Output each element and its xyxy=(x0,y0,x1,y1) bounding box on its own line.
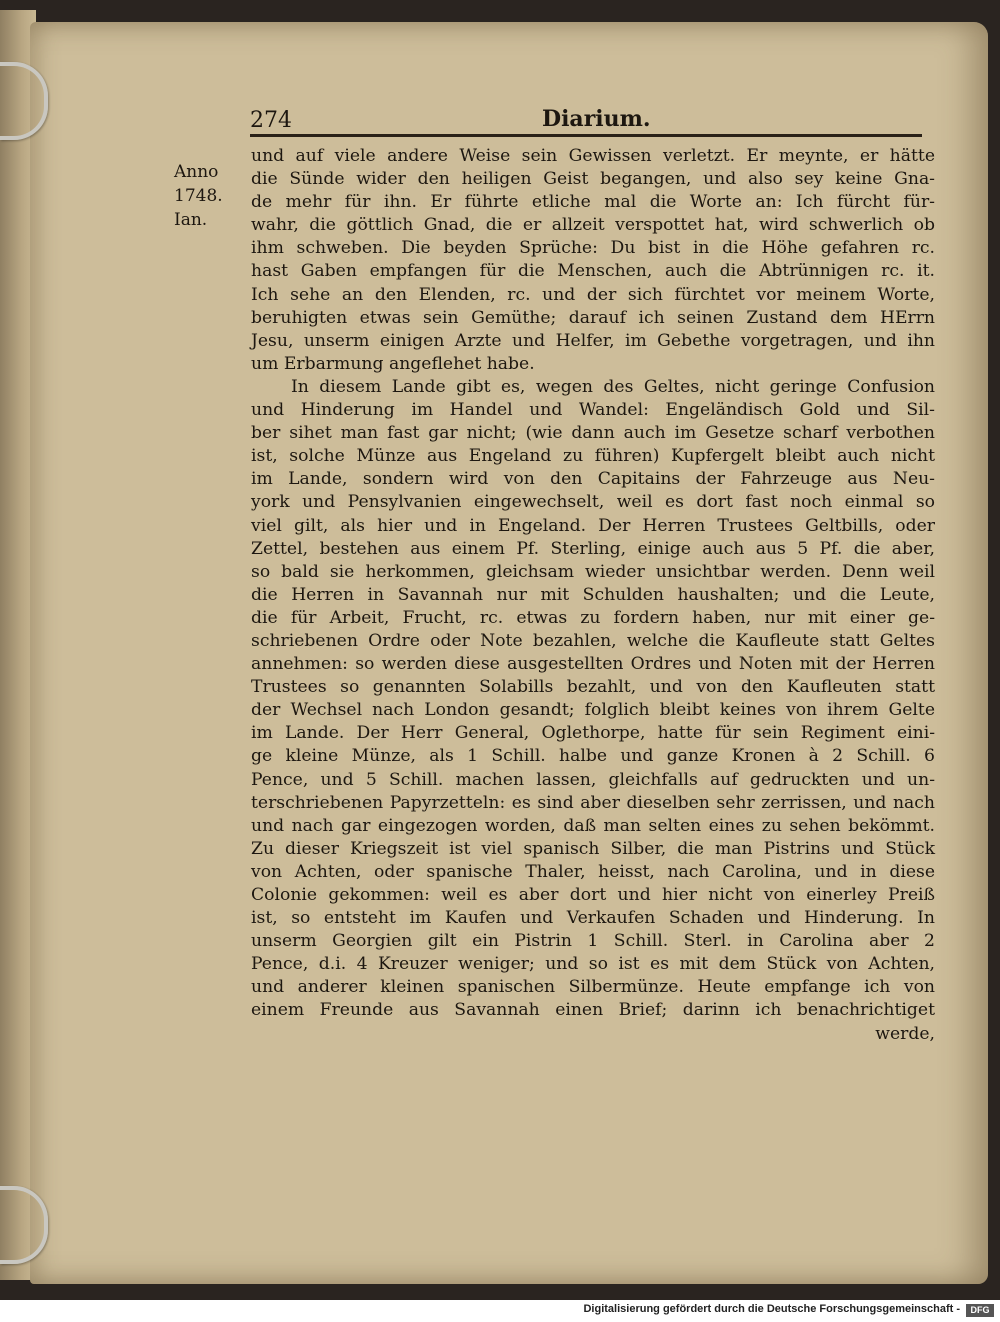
text-line: der Wechsel nach London gesandt; folglich bleibt keines von ihrem Gelte xyxy=(251,700,935,721)
head-rule xyxy=(250,134,922,137)
text-line: ge kleine Münze, als 1 Schill. halbe und ganze Kronen à 2 Schill. 6 xyxy=(251,746,935,767)
body-text xyxy=(251,145,935,1046)
text-line: beruhigten etwas sein Gemüthe; darauf ich seinen Zustand dem HErrn xyxy=(251,307,935,328)
text-line: die Sünde wider den heiligen Geist begangen, und also sey keine Gna- xyxy=(251,169,935,190)
catchword: werde, xyxy=(875,1023,935,1044)
text-line: und auf viele andere Weise sein Gewissen verletzt. Er meynte, er hätte xyxy=(251,146,935,166)
text-line: von Achten, oder spanische Thaler, heisst, nach Carolina, und in diese xyxy=(251,861,935,882)
text-line: annehmen: so werden diese ausgestellten Ordres und Noten mit der Herren xyxy=(251,654,935,675)
dfg-logo-icon: DFG xyxy=(966,1304,994,1317)
text-line: im Lande. Der Herr General, Oglethorpe, hatte für sein Regiment eini- xyxy=(251,723,935,744)
text-line: wahr, die göttlich Gnad, die er allzeit verspottet hat, wird schwerlich ob xyxy=(251,215,935,236)
text-line: Ich sehe an den Elenden, rc. und der sich fürchtet vor meinem Worte, xyxy=(251,284,935,305)
text-line: Pence, und 5 Schill. machen lassen, gleichfalls auf gedruckten und un- xyxy=(251,769,935,790)
text-line: Jesu, unserm einigen Arzte und Helfer, im Gebethe vorgetragen, und ihn xyxy=(251,330,935,351)
margin-note-line: Ian. xyxy=(174,210,208,230)
text-line: und Hinderung im Handel und Wandel: Engeländisch Gold und Sil- xyxy=(251,400,935,421)
running-head xyxy=(250,102,922,136)
text-line: Zu dieser Kriegszeit ist viel spanisch Silber, die man Pistrins und Stück xyxy=(251,838,935,859)
margin-note-line: 1748. xyxy=(174,186,223,206)
text-line: terschriebenen Papyrzetteln: es sind aber dieselben sehr zerrissen, und nach xyxy=(251,792,935,813)
text-line: ist, so entsteht im Kaufen und Verkaufen Schaden und Hinderung. In xyxy=(251,908,935,929)
text-line: ber sihet man fast gar nicht; (wie dann auch im Gesetze scharf verbothen xyxy=(251,423,935,444)
funding-credit: Digitalisierung gefördert durch die Deutsche Forschungsgemeinschaft - xyxy=(583,1303,960,1315)
text-line: die Herren in Savannah nur mit Schulden haushalten; und die Leute, xyxy=(251,584,935,605)
text-line: schriebenen Ordre oder Note bezahlen, welche die Kaufleute statt Geltes xyxy=(251,630,935,651)
text-line: Trustees so genannten Solabills bezahlt, und von den Kaufleuten statt xyxy=(251,677,935,698)
text-line: im Lande, sondern wird von den Capitains der Fahrzeuge aus Neu- xyxy=(251,469,935,490)
text-line: so bald sie herkommen, gleichsam wieder unsichtbar werden. Denn weil xyxy=(251,561,935,582)
text-line: ist, solche Münze aus Engeland zu führen) Kupfergelt bleibt auch nicht xyxy=(251,446,935,467)
text-line: und nach gar eingezogen worden, daß man selten eines zu sehen bekömmt. xyxy=(251,815,935,836)
footer-bar xyxy=(0,1300,1000,1322)
text-line: Colonie gekommen: weil es aber dort und hier nicht von einerley Preiß xyxy=(251,885,935,905)
text-line: und anderer kleinen spanischen Silbermünze. Heute empfange ich von xyxy=(251,977,935,998)
text-line: ihm schweben. Die beyden Sprüche: Du bist in die Höhe gefahren rc. xyxy=(251,238,935,259)
text-line: unserm Georgien gilt ein Pistrin 1 Schill. Sterl. in Carolina aber 2 xyxy=(251,931,935,952)
text-line: york und Pensylvanien eingewechselt, weil es dort fast noch einmal so xyxy=(251,492,935,513)
text-line: um Erbarmung angeflehet habe. xyxy=(251,353,535,374)
page-number: 274 xyxy=(250,108,292,133)
text-line: einem Freunde aus Savannah einen Brief; darinn ich benachrichtiget xyxy=(251,1000,935,1021)
text-line: Pence, d.i. 4 Kreuzer weniger; und so ist es mit dem Stück von Achten, xyxy=(251,954,935,975)
text-line: hast Gaben empfangen für die Menschen, auch die Abtrünnigen rc. it. xyxy=(251,261,935,282)
text-line: die für Arbeit, Frucht, rc. etwas zu fordern haben, nur mit einer ge- xyxy=(251,607,935,628)
margin-note xyxy=(174,160,244,232)
text-line: In diesem Lande gibt es, wegen des Geltes, nicht geringe Confusion xyxy=(291,376,935,397)
text-line: de mehr für ihn. Er führte etliche mal die Worte an: Ich fürcht für- xyxy=(251,192,935,213)
text-line: viel gilt, als hier und in Engeland. Der Herren Trustees Geltbills, oder xyxy=(251,515,935,536)
text-line: Zettel, bestehen aus einem Pf. Sterling, einige auch aus 5 Pf. die aber, xyxy=(251,538,935,559)
margin-note-line: Anno xyxy=(174,162,219,182)
running-title: Diarium. xyxy=(542,106,651,132)
